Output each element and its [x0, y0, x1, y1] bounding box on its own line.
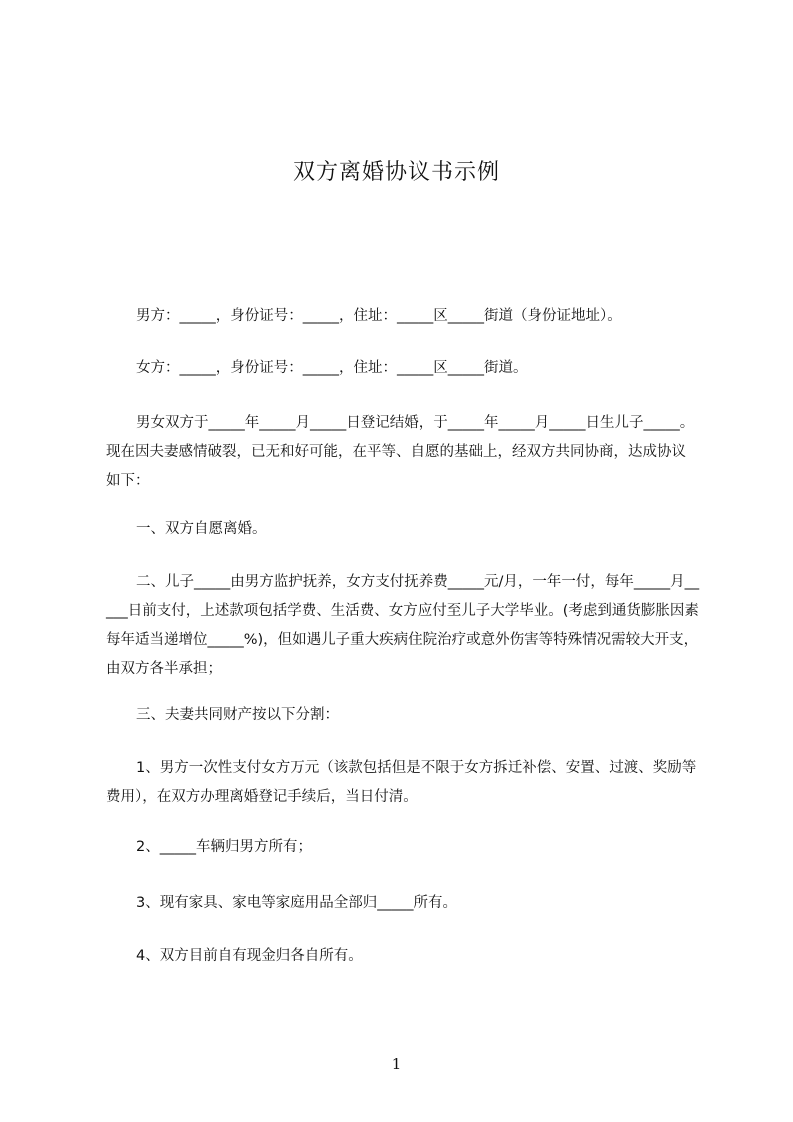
clause-child-custody: 二、儿子_____由男方监护抚养，女方支付抚养费_____元/月，一年一付，每年_____月_____日前支付，上述款项包括学费、生活费、女方应付至儿子大学毕业。(考虑到通货膨胀因素每年适当递增位_____%)，但如遇儿子重大疾病住院治疗或意外伤害等特殊情况需较大开支，由双方各半承担； [106, 573, 700, 677]
paragraph-female-party: 女方：_____，身份证号：_____，住址：_____区_____街道。 [136, 359, 528, 376]
property-item-3: 3、现有家具、家电等家庭用品全部归_____所有。 [136, 894, 457, 911]
clause-property-division: 三、夫妻共同财产按以下分割： [136, 706, 339, 723]
page-number: 1 [391, 1055, 402, 1073]
property-item-4: 4、双方目前自有现金归各自所有。 [136, 947, 363, 964]
property-item-2: 2、_____车辆归男方所有； [136, 838, 312, 855]
paragraph-marriage-background: 男女双方于_____年_____月_____日登记结婚，于_____年_____月_____日生儿子_____。现在因夫妻感情破裂，已无和好可能，在平等、自愿的基础上，经双方共同协商，达成协议如下： [106, 414, 695, 489]
property-item-1: 1、男方一次性支付女方万元（该款包括但是不限于女方拆迁补偿、安置、过渡、奖励等费用），在双方办理离婚登记手续后，当日付清。 [106, 759, 697, 805]
paragraph-male-party: 男方：_____，身份证号：_____，住址：_____区_____街道（身份证地址）。 [136, 307, 622, 324]
clause-voluntary-divorce: 一、双方自愿离婚。 [136, 520, 267, 537]
document-title: 双方离婚协议书示例 [292, 159, 500, 185]
